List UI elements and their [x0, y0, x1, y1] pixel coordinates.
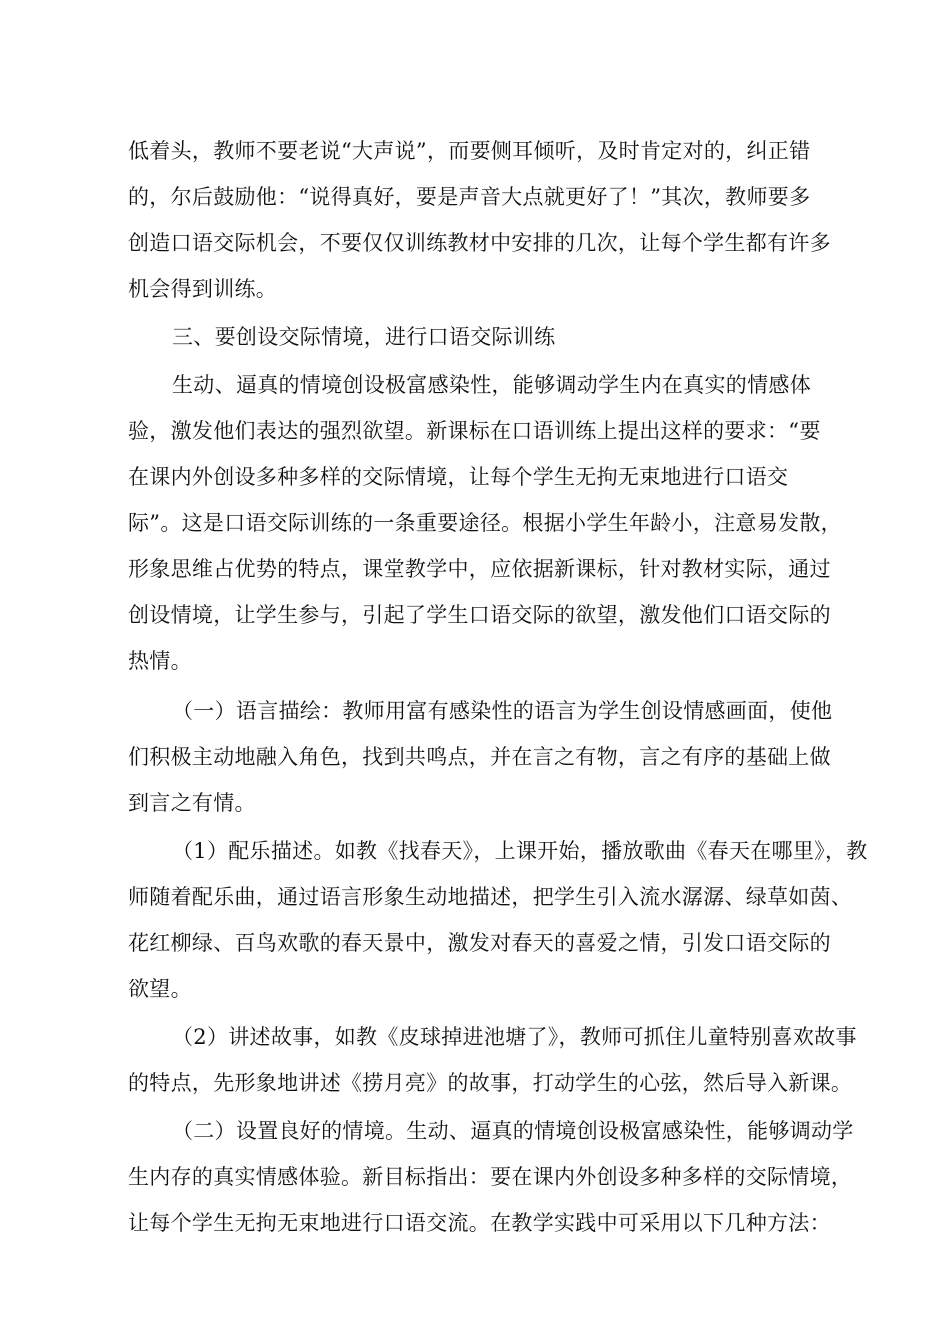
text-line: 形象思维占优势的特点，课堂教学中，应依据新课标，针对教材实际，通过: [128, 557, 831, 581]
text-line: 在课内外创设多种多样的交际情境，让每个学生无拘无束地进行口语交: [128, 465, 789, 489]
text-line: 们积极主动地融入角色，找到共鸣点，并在言之有物，言之有序的基础上做: [128, 745, 831, 769]
text-line: （1）配乐描述。如教《找春天》，上课开始，播放歌曲《春天在哪里》，教: [172, 839, 868, 863]
section-heading: 三、要创设交际情境，进行口语交际训练: [172, 325, 556, 349]
text-line: 创造口语交际机会，不要仅仅训练教材中安排的几次，让每个学生都有许多: [128, 231, 831, 255]
text-line: （二）设置良好的情境。生动、逼真的情境创设极富感染性，能够调动学: [172, 1119, 854, 1143]
text-line: 让每个学生无拘无束地进行口语交流。在教学实践中可采用以下几种方法：: [128, 1211, 831, 1235]
text-line: 花红柳绿、百鸟欢歌的春天景中，激发对春天的喜爱之情，引发口语交际的: [128, 931, 831, 955]
text-line: 欲望。: [128, 977, 192, 1001]
text-line: 创设情境，让学生参与，引起了学生口语交际的欲望，激发他们口语交际的: [128, 603, 831, 627]
text-line: 机会得到训练。: [128, 277, 278, 301]
text-line: （2）讲述故事，如教《皮球掉进池塘了》，教师可抓住儿童特别喜欢故事: [172, 1025, 857, 1049]
text-line: 际”。这是口语交际训练的一条重要途径。根据小学生年龄小，注意易发散，: [128, 511, 842, 535]
text-line: 验，激发他们表达的强烈欲望。新课标在口语训练上提出这样的要求：“要: [128, 419, 821, 443]
text-line: 低着头，教师不要老说“大声说”，而要侧耳倾听，及时肯定对的，纠正错: [128, 139, 811, 163]
text-line: 的，尔后鼓励他：“说得真好，要是声音大点就更好了！”其次，教师要多: [128, 185, 811, 209]
text-line: 生动、逼真的情境创设极富感染性，能够调动学生内在真实的情感体: [172, 373, 811, 397]
text-line: 到言之有情。: [128, 791, 256, 815]
text-line: （一）语言描绘：教师用富有感染性的语言为学生创设情感画面，使他: [172, 699, 833, 723]
text-line: 热情。: [128, 649, 192, 673]
text-line: 的特点，先形象地讲述《捞月亮》的故事，打动学生的心弦，然后导入新课。: [128, 1071, 853, 1095]
text-line: 师随着配乐曲，通过语言形象生动地描述，把学生引入流水潺潺、绿草如茵、: [128, 885, 853, 909]
text-line: 生内存的真实情感体验。新目标指出：要在课内外创设多种多样的交际情境，: [128, 1165, 853, 1189]
